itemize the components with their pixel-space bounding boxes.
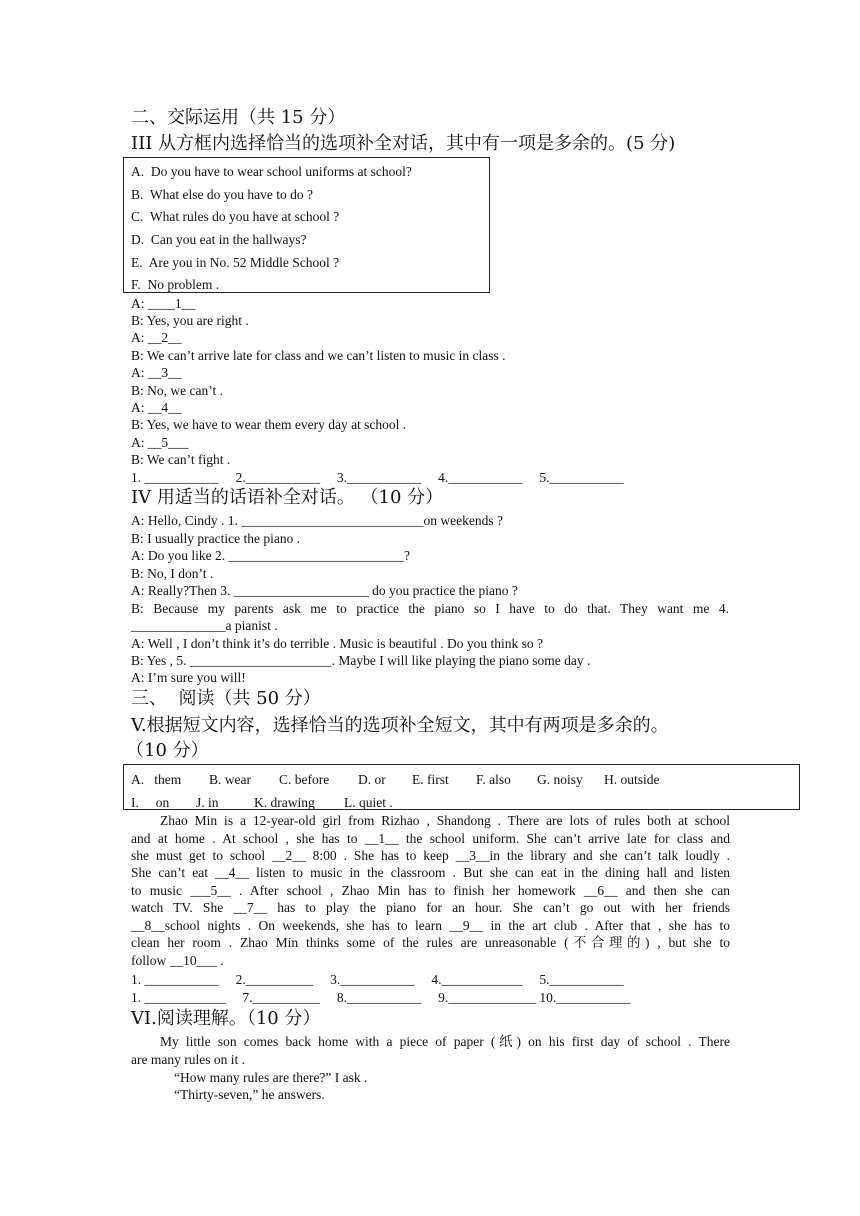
- answer-blanks: 1. ____________ 7.__________ 8.___________ 9._____________ 10.___________: [131, 990, 631, 1005]
- dialogue-line: B: I usually practice the piano .: [131, 531, 301, 546]
- dialogue-line: A: I’m sure you will!: [131, 670, 246, 685]
- passage-line: “How many rules are there?” I ask .: [174, 1070, 368, 1085]
- dialogue-line: A: Hello, Cindy . 1. ___________________________on weekends ?: [131, 513, 503, 528]
- word-option: C. before: [279, 772, 330, 787]
- section-title: 二、交际运用（共 15 分）: [131, 107, 346, 128]
- part-5-title-score: （10 分）: [126, 740, 209, 761]
- passage-line: and at home . At school , she has to __1__ the school uniform. She can’t arrive late for class and: [131, 831, 730, 846]
- word-option: A. them: [131, 772, 182, 787]
- word-option: G. noisy: [537, 772, 583, 787]
- word-option: D. or: [358, 772, 386, 787]
- dialogue-line: A: __5___: [131, 435, 189, 450]
- option-e: E. Are you in No. 52 Middle School ?: [131, 255, 340, 270]
- word-option: B. wear: [209, 772, 251, 787]
- word-option: F. also: [476, 772, 511, 787]
- answer-blanks: 1. ___________ 2.___________ 3.___________ 4.___________ 5.___________: [131, 470, 624, 485]
- word-option: E. first: [412, 772, 449, 787]
- part-3-title: III 从方框内选择恰当的选项补全对话，其中有一项是多余的。(5 分): [131, 133, 676, 154]
- section-title: 三、 阅读（共 50 分）: [131, 688, 321, 709]
- part-6-title: VI.阅读理解。（10 分）: [131, 1008, 321, 1029]
- dialogue-line: B: Yes , 5. _____________________. Maybe I will like playing the piano some day .: [131, 653, 591, 668]
- passage-line: watch TV. She __7__ has to play the piano for an hour. She can’t go out with her friends: [131, 900, 730, 915]
- word-option: K. drawing: [254, 795, 315, 810]
- answer-blanks: 1. ___________ 2.__________ 3.___________ 4.____________ 5.___________: [131, 972, 624, 987]
- option-f: F. No problem .: [131, 277, 220, 292]
- dialogue-line: B: We can’t fight .: [131, 452, 231, 467]
- option-a: A. Do you have to wear school uniforms at school?: [131, 164, 412, 179]
- dialogue-line: A: __3__: [131, 365, 182, 380]
- passage-line: follow __10___ .: [131, 953, 224, 968]
- part-5-title: V.根据短文内容，选择恰当的选项补全短文，其中有两项是多余的。: [131, 715, 669, 736]
- passage-line: Zhao Min is a 12-year-old girl from Rizhao , Shandong . There are lots of rules both at school: [160, 813, 730, 828]
- word-option: I. on: [131, 795, 170, 810]
- passage-line: My little son comes back home with a piece of paper (纸) on his first day of school . There: [160, 1034, 730, 1049]
- passage-line: to music ___5__ . After school , Zhao Min has to finish her homework __6__ and then she can: [131, 883, 730, 898]
- dialogue-line: B: No, I don’t .: [131, 566, 214, 581]
- dialogue-line: A: __4__: [131, 400, 182, 415]
- dialogue-line: A: Well , I don’t think it’s do terrible . Music is beautiful . Do you think so ?: [131, 636, 544, 651]
- passage-line: clean her room . Zhao Min thinks some of the rules are unreasonable (不合理的) , but she to: [131, 935, 730, 950]
- word-option: H. outside: [604, 772, 660, 787]
- passage-line: are many rules on it .: [131, 1052, 245, 1067]
- passage-line: She can’t eat __4__ listen to music in the classroom . But she can eat in the dining hall and listen: [131, 865, 730, 880]
- dialogue-line: A: __2__: [131, 330, 182, 345]
- passage-line: __8__school nights . On weekends, she has to learn __9__ in the art club . After that , she has to: [131, 918, 730, 933]
- passage-line: “Thirty-seven,” he answers.: [174, 1087, 325, 1102]
- passage-line: she must get to school __2__ 8:00 . She has to keep __3__in the library and she can’t talk loudly .: [131, 848, 730, 863]
- option-b: B. What else do you have to do ?: [131, 187, 313, 202]
- dialogue-line: A: Really?Then 3. ____________________ do you practice the piano ?: [131, 583, 518, 598]
- dialogue-line: B: No, we can’t .: [131, 383, 223, 398]
- option-d: D. Can you eat in the hallways?: [131, 232, 307, 247]
- word-option: L. quiet .: [344, 795, 393, 810]
- option-c: C. What rules do you have at school ?: [131, 209, 340, 224]
- part-4-title: IV 用适当的话语补全对话。 （10 分）: [131, 487, 444, 508]
- dialogue-line: B: We can’t arrive late for class and we can’t listen to music in class .: [131, 348, 506, 363]
- dialogue-line: B: Because my parents ask me to practice the piano so I have to do that. They want me 4.: [131, 601, 729, 616]
- dialogue-line: ______________a pianist .: [131, 618, 278, 633]
- dialogue-line: B: Yes, you are right .: [131, 313, 249, 328]
- dialogue-line: B: Yes, we have to wear them every day at school .: [131, 417, 407, 432]
- word-option: J. in: [196, 795, 219, 810]
- dialogue-line: A: Do you like 2. __________________________?: [131, 548, 410, 563]
- dialogue-line: A: ____1__: [131, 296, 196, 311]
